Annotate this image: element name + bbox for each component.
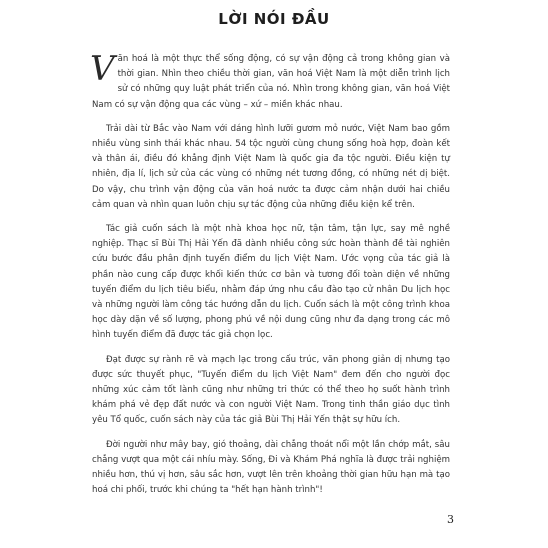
paragraph-1 [90, 49, 450, 113]
page-number: 3 [447, 513, 454, 526]
preface-body [90, 49, 450, 507]
page-title: LỜI NÓI ĐẦU [218, 10, 330, 28]
dropcap-letter: V [90, 49, 115, 89]
paragraph-4: Đạt được sự rành rẽ và mạch lạc trong cấu trúc, văn phong giản dị nhưng tạo được sức thuyết phục, "Tuyến điểm du lịch Việt Nam" đem đến cho người đọc những xúc cảm tốt lành cũng như những tri thức có thể theo họ suốt hành trình khám phá vẻ đẹp đất nước và con người Việt Nam. Trong tinh thần giáo dục tình yêu Tổ quốc, cuốn sách này của tác giả Bùi Thị Hải Yến thật sự hữu ích. [92, 354, 450, 426]
paragraph-5: Đời người như mây bay, gió thoảng, dài chẳng thoát nổi một lần chớp mắt, sâu chẳng vượt qua một cái nhíu mày. Sống, Đi và Khám Phá nghĩa là được trải nghiệm nhiều hơn, thú vị hơn, sâu sắc hơn, vượt lên trên khoảng thời gian hữu hạn mà tạo hoá chi phối, trước khi chúng ta "hết hạn hành trình"! [92, 439, 450, 496]
paragraph-2: Trải dài từ Bắc vào Nam với dáng hình lưỡi gươm mỏ nước, Việt Nam bao gồm nhiều vùng sinh thái khác nhau. 54 tộc người cùng chung sống hoà hợp, đoàn kết và thân ái, điều đó khẳng định Việt Nam là quốc gia đa tộc người. Điều kiện tự nhiên, địa lí, lịch sử của các vùng có những nét tương đồng, có những nét dị biệt. Do vậy, chu trình vận động của văn hoá nước ta được cảm nhận dưới hai chiều cảm quan và nhìn quan luôn chịu sự tác động của những điều kiện kể trên. [92, 123, 450, 210]
paragraph-1-text: ăn hoá là một thực thể sống động, có sự vận động cả trong không gian và thời gian. Nhìn theo chiều thời gian, văn hoá Việt Nam là một diễn trình lịch sử có những quy luật phát triển của nó. Nhìn trong không gian, văn hoá Việt Nam có sự vận động qua các vùng – xứ – miền khác nhau. [92, 54, 450, 110]
paragraph-3: Tác giả cuốn sách là một nhà khoa học nữ, tận tâm, tận lực, say mê nghề nghiệp. Thạc sĩ Bùi Thị Hải Yến đã dành nhiều công sức hoàn thành đề tài nghiên cứu bước đầu phân định tuyến điểm du lịch Việt Nam. Ước vọng của tác giả là phần nào cung cấp được khối kiến thức cơ bản và tương đối toàn diện về những tuyến điểm du lịch tiêu biểu, nhằm đáp ứng nhu cầu đào tạo cử nhân Du lịch học và những người làm công tác hướng dẫn du lịch. Cuốn sách là một công trình khoa học dày dặn về số lượng, phong phú về nội dung cũng như đa dạng trong các mô hình tuyến điểm đã được tác giả chọn lọc. [92, 224, 450, 341]
